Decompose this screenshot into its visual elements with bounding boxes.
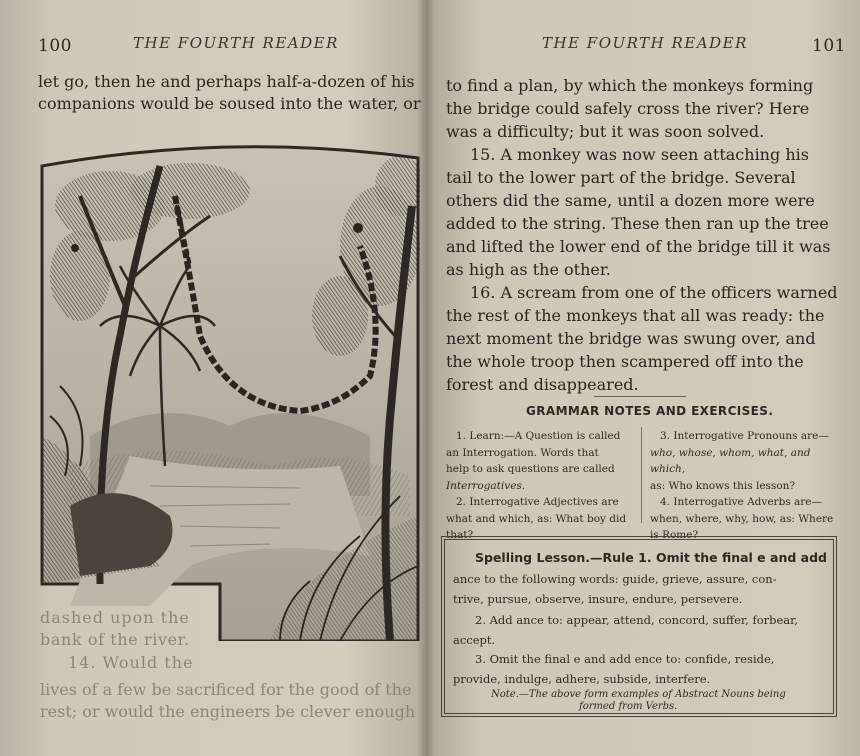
section-rule [594,396,686,397]
text-line: to find a plan, by which the monkeys forming [446,76,814,95]
text-line: and lifted the lower end of the bridge till it was [446,237,831,256]
column-divider [641,427,642,523]
text-line: the bridge could safely cross the river? Here [446,99,810,118]
text-line: bank of the river. [40,630,190,649]
running-head-right: THE FOURTH READER [542,34,748,52]
text-line: dashed upon the [40,608,190,627]
text-line: companions would be soused into the water, or [38,94,421,113]
text-line: the whole troop then scampered off into the [446,352,804,371]
text-line: others did the same, until a dozen more were [446,191,815,210]
grammar-left-column [446,428,638,544]
grammar-line: that? [446,529,474,541]
right-page [424,0,860,756]
text-line: forest and disappeared. [446,375,639,394]
grammar-heading: GRAMMAR NOTES AND EXERCISES. [526,404,774,418]
text-line: next moment the bridge was swung over, and [446,329,816,348]
spelling-line: 3. Omit the final e and add ence to: confide, reside, [475,652,775,666]
spelling-line: 2. Add ance to: appear, attend, concord, suffer, forbear, [475,613,799,627]
spelling-line: Spelling Lesson.—Rule 1. Omit the final e and add [475,550,827,565]
grammar-line: is Rome? [650,529,699,541]
text-line: added to the string. These then ran up the tree [446,214,829,233]
text-line: the rest of the monkeys that all was ready: the [446,306,825,325]
running-head-left: THE FOURTH READER [133,34,339,52]
left-page [0,0,424,756]
grammar-line: who, whose, whom, what, and which, [650,446,811,475]
grammar-line: what and which, as: What boy did [446,512,627,525]
grammar-line: Interrogatives. [446,479,526,492]
page-number-right: 101 [812,36,846,56]
page-number-left: 100 [38,36,72,56]
spelling-line: trive, pursue, observe, insure, endure, persevere. [453,592,743,606]
text-line: was a difficulty; but it was soon solved. [446,122,765,141]
text-line: 16. A scream from one of the officers warned [470,283,838,302]
spelling-lesson-box [444,539,834,714]
grammar-line: 3. Interrogative Pronouns are— [660,430,829,442]
grammar-line: 2. Interrogative Adjectives are [456,496,619,508]
spelling-line: provide, indulge, adhere, subside, interfere. [453,672,711,686]
text-line: 15. A monkey was now seen attaching his [470,145,809,164]
text-line: let go, then he and perhaps half-a-dozen of his [38,72,415,91]
spelling-line: accept. [453,633,496,647]
grammar-line: help to ask questions are called [446,463,615,475]
spelling-line: ance to the following words: guide, grieve, assure, con- [453,572,777,586]
grammar-line: when, where, why, how, as: Where [650,512,834,525]
jungle-illustration [40,136,420,641]
grammar-line: as: Who knows this lesson? [650,479,796,492]
spelling-note: formed from Verbs. [579,701,678,712]
grammar-line: an Interrogation. Words that [446,446,599,459]
text-line: rest; or would the engineers be clever enough [40,702,416,721]
spelling-note: Note.—The above form examples of Abstract Nouns being [491,689,786,700]
text-line: lives of a few be sacrificed for the good of the [40,680,412,699]
text-line: tail to the lower part of the bridge. Several [446,168,796,187]
text-line: 14. Would the [68,653,194,672]
text-line: as high as the other. [446,260,611,279]
grammar-line: 1. Learn:—A Question is called [456,430,621,442]
grammar-right-column [650,428,846,544]
grammar-line: 4. Interrogative Adverbs are— [660,496,823,508]
